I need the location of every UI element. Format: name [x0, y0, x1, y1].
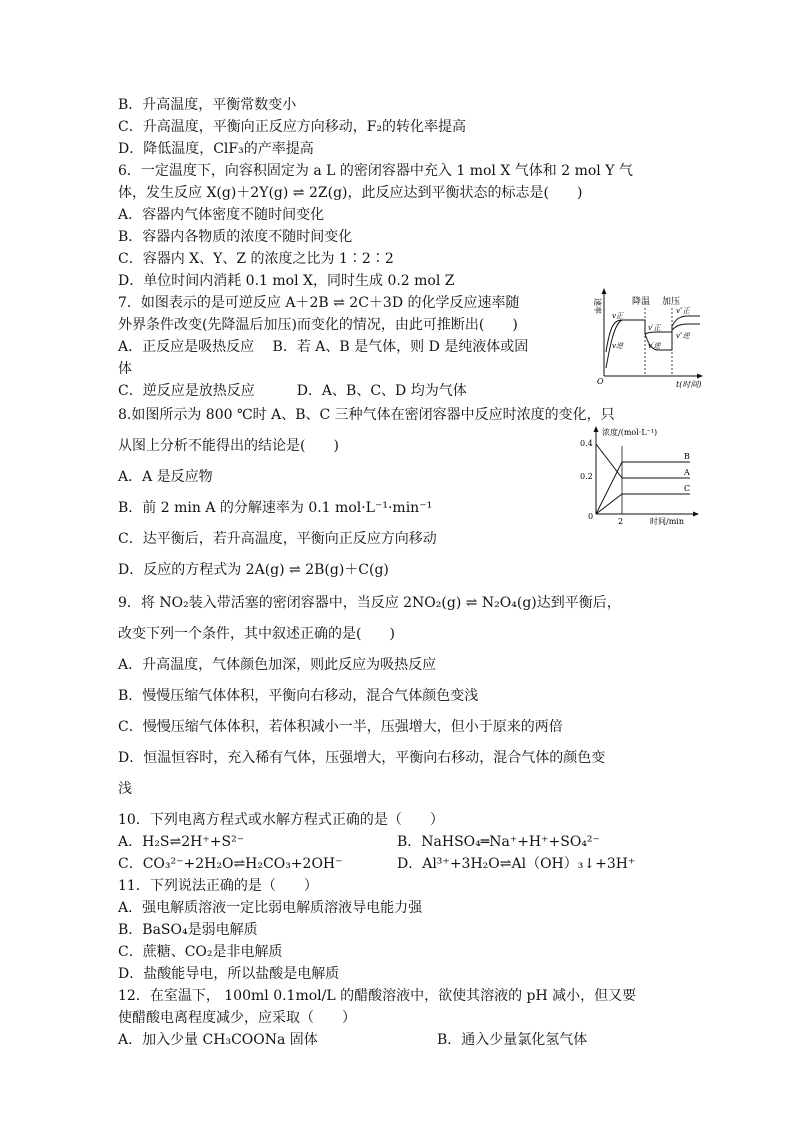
question-6-stem: 6．一定温度下，向容积固定为 a L 的密闭容器中充入 1 mol X 气体和 2 mol Y 气 — [118, 163, 633, 179]
question-12-stem: 使醋酸电离程度减少，应采取（ ） — [118, 1010, 356, 1026]
series-c-label: C — [684, 484, 691, 493]
text-line: C．升高温度，平衡向正反应方向移动，F₂的转化率提高 — [118, 119, 467, 135]
question-8-option-c: C．达平衡后，若升高温度，平衡向正反应方向移动 — [118, 531, 437, 547]
question-9-stem: 9．将 NO₂装入带活塞的密闭容器中，当反应 2NO₂(g) ⇌ N₂O₄(g)达到平衡后， — [118, 595, 621, 611]
series-a-line — [596, 444, 622, 478]
v-forward-label: v正 — [612, 312, 623, 320]
question-11-stem: 11．下列说法正确的是（ ） — [118, 878, 318, 894]
question-7-options: 体 — [118, 361, 132, 377]
question-10-option-d: D．Al³⁺+3H₂O⇌Al（OH）₃↓+3H⁺ — [397, 856, 636, 872]
question-9-option-d: D．恒温恒容时，充入稀有气体，压强增大，平衡向右移动，混合气体的颜色变 — [118, 750, 606, 766]
series-a-label: A — [684, 468, 690, 477]
x-axis-label: t(时间) — [676, 380, 702, 389]
question-12-stem: 12．在室温下， 100ml 0.1mol/L 的醋酸溶液中，欲使其溶液的 pH 减小，但又要 — [118, 988, 637, 1004]
text-line: B．升高温度，平衡常数变小 — [118, 97, 297, 113]
question-6-option-c: C．容器内 X、Y、Z 的浓度之比为 1∶2∶2 — [118, 251, 394, 267]
v-reverse-label: v逆 — [612, 342, 623, 350]
text-line: D．降低温度，ClF₃的产率提高 — [118, 141, 314, 157]
question-7-stem: 7．如图表示的是可逆反应 A＋2B ⇌ 2C＋3D 的化学反应速率随 — [118, 295, 520, 311]
y-axis-arrow — [602, 288, 607, 294]
rate-time-figure — [588, 286, 706, 392]
question-10-option-b: B．NaHSO₄═Na⁺+H⁺+SO₄²⁻ — [397, 834, 600, 850]
question-9-option-c: C．慢慢压缩气体体积，若体积减小一半，压强增大，但小于原来的两倍 — [118, 719, 563, 735]
question-9-stem: 改变下列一个条件，其中叙述正确的是( ) — [118, 626, 395, 642]
question-11-option-c: C．蔗糖、CO₂是非电解质 — [118, 944, 283, 960]
question-9-option-d: 浅 — [118, 781, 132, 797]
question-7-options: C．逆反应是放热反应 D．A、B、C、D 均为气体 — [118, 383, 467, 399]
v1-forward-label: v′正 — [648, 324, 661, 332]
question-8-option-d: D．反应的方程式为 2A(g) ⇌ 2B(g)＋C(g) — [118, 562, 389, 578]
question-10-option-c: C．CO₃²⁻+2H₂O⇌H₂CO₃+2OH⁻ — [118, 856, 343, 872]
question-12-option-b: B．通入少量氯化氢气体 — [437, 1032, 588, 1048]
x-tick-2: 2 — [618, 517, 624, 526]
question-11-option-a: A．强电解质溶液一定比弱电解质溶液导电能力强 — [118, 900, 423, 916]
question-10-option-a: A．H₂S⇌2H⁺+S²⁻ — [118, 834, 245, 850]
series-b-label: B — [684, 452, 690, 461]
y-axis-label: 速率 — [593, 298, 602, 314]
series-c-line — [596, 494, 622, 514]
question-8-stem: 8.如图所示为 800 ℃时 A、B、C 三种气体在密闭容器中反应时浓度的变化，只 — [118, 407, 615, 423]
y-axis-arrow — [594, 426, 599, 432]
origin-label: O — [597, 377, 604, 386]
y-tick-0-2: 0.2 — [580, 472, 593, 481]
v2-reverse-label: v″逆 — [676, 332, 690, 340]
question-6-option-a: A．容器内气体密度不随时间变化 — [118, 207, 325, 223]
question-12-option-a: A．加入少量 CH₃COONa 固体 — [118, 1032, 318, 1048]
question-9-option-b: B．慢慢压缩气体体积，平衡向右移动，混合气体颜色变浅 — [118, 688, 479, 704]
question-8-option-a: A．A 是反应物 — [118, 469, 213, 485]
x-axis-arrow — [693, 512, 699, 517]
x-axis-arrow — [697, 374, 703, 379]
question-9-option-a: A．升高温度，气体颜色加深，则此反应为吸热反应 — [118, 657, 437, 673]
question-6-option-d: D．单位时间内消耗 0.1 mol X，同时生成 0.2 mol Z — [118, 273, 455, 289]
y-tick-0: 0 — [588, 512, 594, 521]
v2-forward-label: v″正 — [676, 307, 690, 315]
concentration-time-figure — [578, 424, 702, 528]
series-b-line — [596, 462, 622, 514]
x-axis-label: 时间/min — [650, 517, 684, 526]
question-8-option-b: B．前 2 min A 的分解速率为 0.1 mol·L⁻¹·min⁻¹ — [118, 500, 433, 516]
question-6-stem: 体，发生反应 X(g)＋2Y(g) ⇌ 2Z(g)，此反应达到平衡状态的标志是( ) — [118, 185, 583, 201]
question-8-stem: 从图上分析不能得出的结论是( ) — [118, 438, 339, 454]
question-11-option-b: B．BaSO₄是弱电解质 — [118, 922, 258, 938]
question-6-option-b: B．容器内各物质的浓度不随时间变化 — [118, 229, 353, 245]
label-cooling: 降温 — [632, 297, 651, 307]
y-tick-0-4: 0.4 — [580, 439, 593, 448]
question-7-options: A．正反应是吸热反应 B．若 A、B 是气体，则 D 是纯液体或固 — [118, 339, 529, 355]
v1-reverse-label: v′逆 — [648, 342, 661, 350]
y-axis-label: 浓度/(mol·L⁻¹) — [602, 428, 658, 437]
question-10-stem: 10．下列电离方程式或水解方程式正确的是（ ） — [118, 812, 444, 828]
question-11-option-d: D．盐酸能导电，所以盐酸是电解质 — [118, 966, 340, 982]
label-pressure: 加压 — [662, 297, 681, 307]
question-7-stem: 外界条件改变(先降温后加压)而变化的情况，由此可推断出( ) — [118, 317, 518, 333]
